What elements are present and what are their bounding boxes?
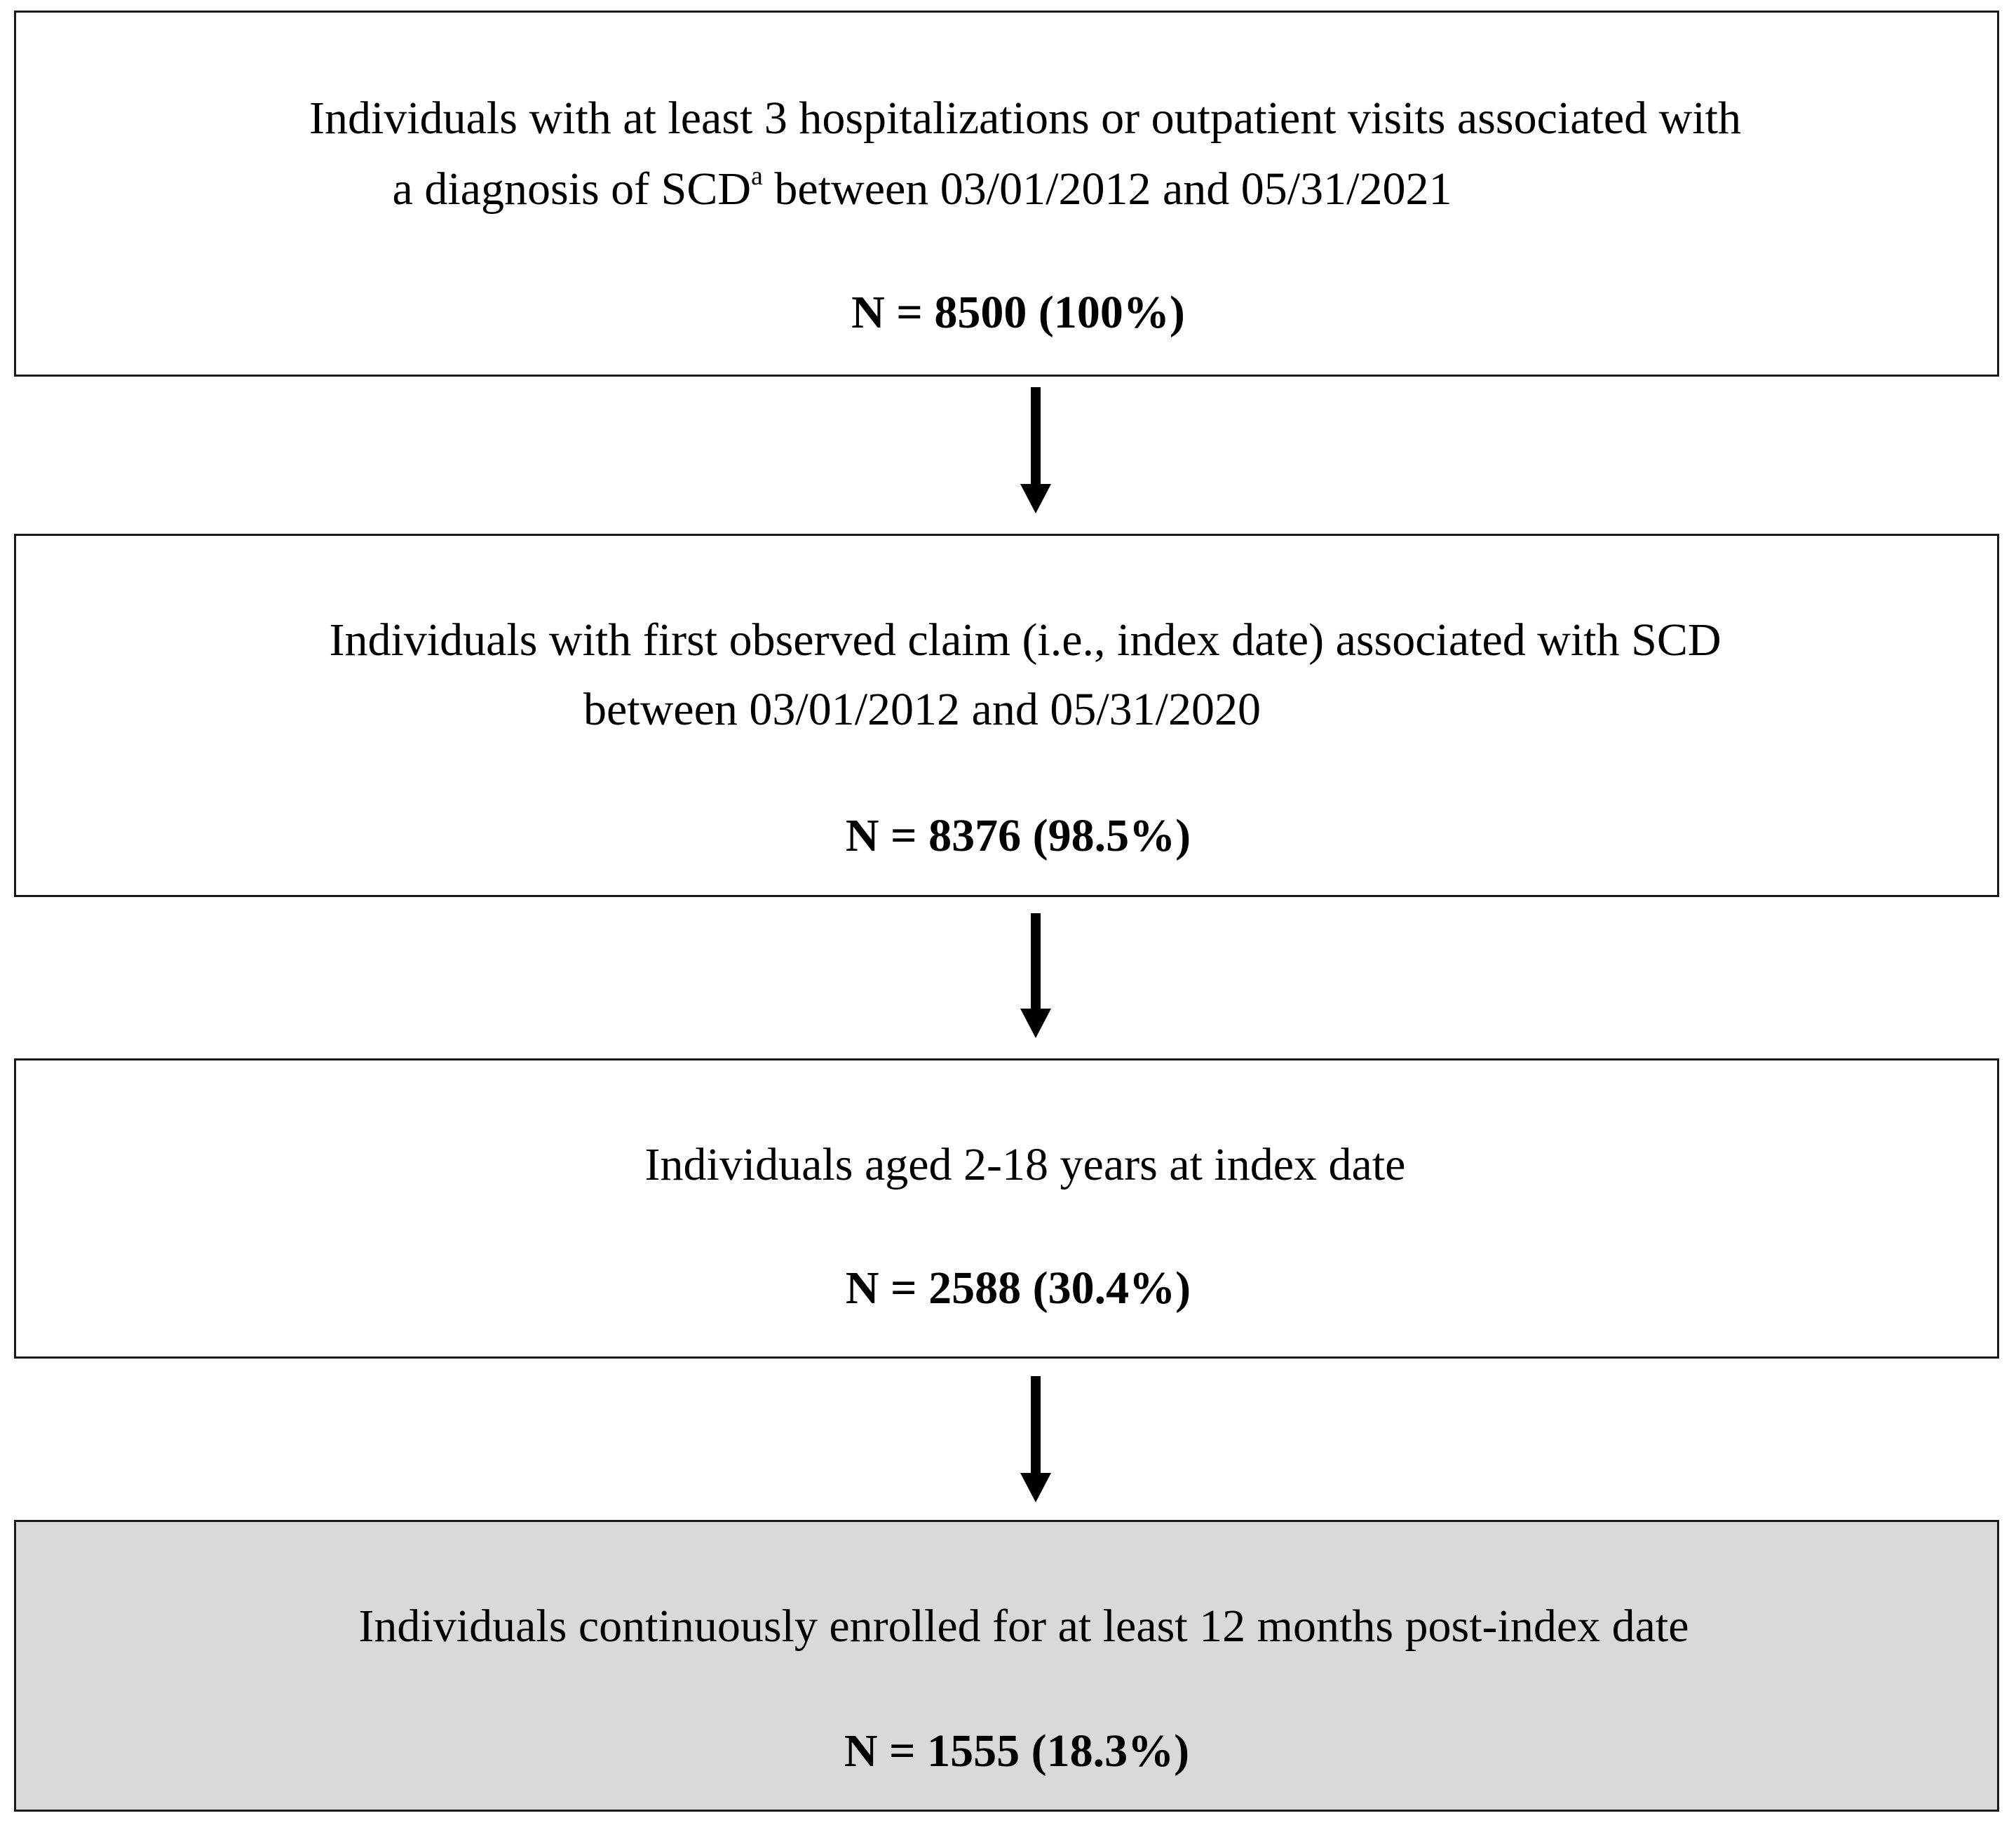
down-arrow-icon	[1020, 1376, 1051, 1502]
down-arrow-icon	[1020, 913, 1051, 1038]
step-3-count: N = 2588 (30.4%)	[845, 1262, 1191, 1314]
step-1-date-range: between 03/01/2012 and 05/31/2021	[762, 163, 1452, 215]
final-cohort-criteria: Individuals continuously enrolled for at least 12 months post-index date	[358, 1601, 1689, 1652]
step-1-criteria-line-2	[0, 161, 1974, 215]
step-3-criteria: Individuals aged 2-18 years at index date	[644, 1139, 1406, 1190]
footnote-marker: a	[751, 161, 763, 191]
step-1-count: N = 8500 (100%)	[851, 287, 1185, 338]
step-2-count: N = 8376 (98.5%)	[845, 810, 1191, 861]
step-2-criteria-line-1: Individuals with first observed claim (i.e., index date) associated with SCD	[329, 614, 1721, 666]
step-1-criteria-text: a diagnosis of SCD	[392, 163, 752, 215]
step-1-criteria-line-1: Individuals with at least 3 hospitalizations or outpatient visits associated with	[309, 93, 1741, 144]
final-cohort-count: N = 1555 (18.3%)	[844, 1725, 1190, 1777]
down-arrow-icon	[1020, 387, 1051, 513]
step-2-criteria-line-2: between 03/01/2012 and 05/31/2020	[583, 684, 1261, 735]
